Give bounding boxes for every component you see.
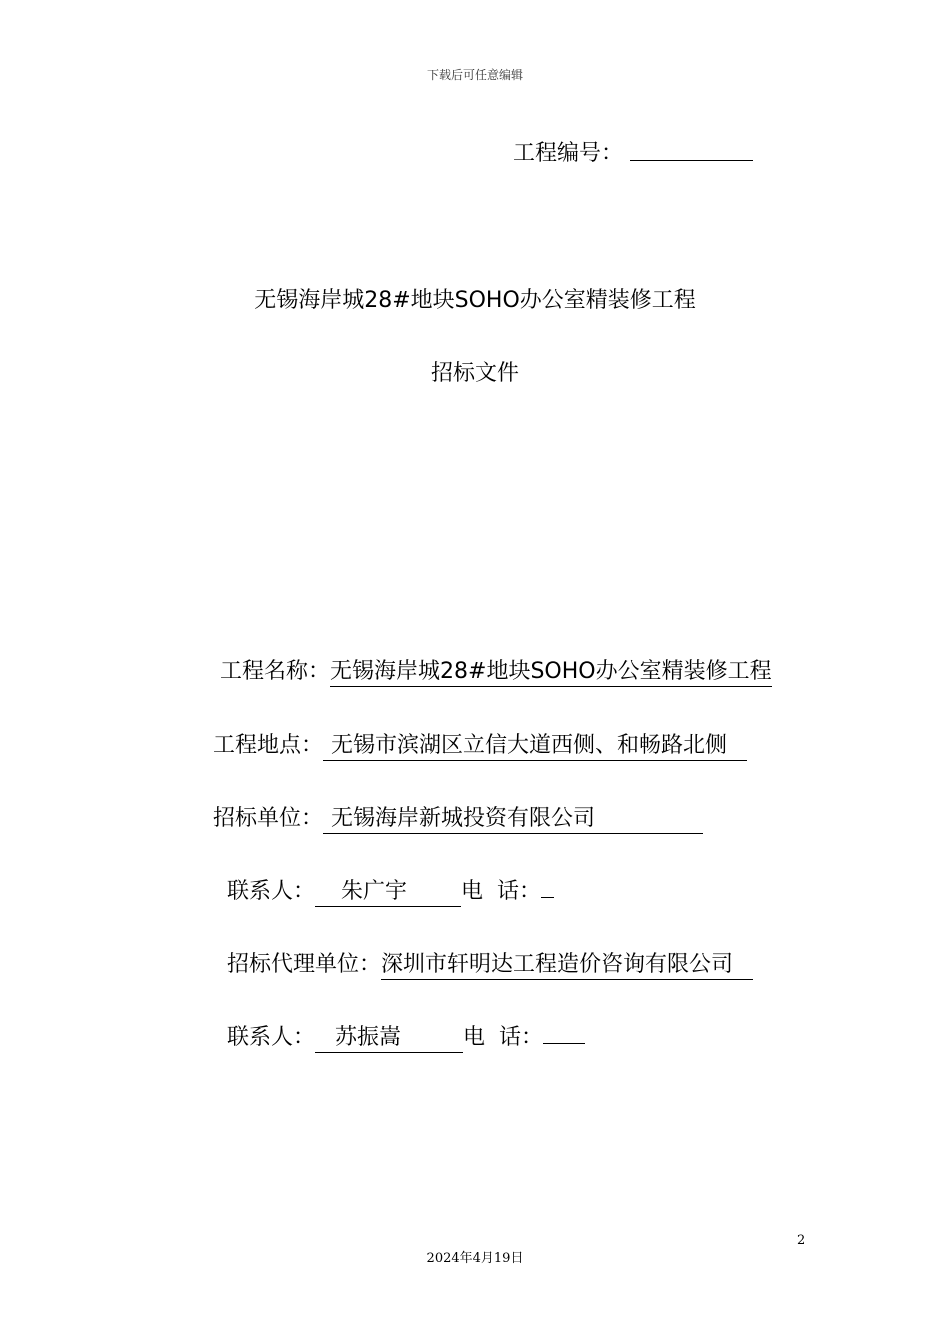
phone2-blank [543, 1021, 585, 1044]
footer-date: 2024年4月19日 [426, 1251, 524, 1266]
document-title: 无锡海岸城28#地块SOHO办公室精装修工程 [254, 288, 696, 313]
project-name-row [220, 654, 772, 687]
contact1-value: 朱广宇 [315, 874, 461, 907]
phone1-blank [541, 875, 554, 898]
contact2-label: 联系人： [227, 1025, 316, 1050]
owner-label: 招标单位： [213, 806, 324, 831]
project-name-value: 无锡海岸城28#地块SOHO办公室精装修工程 [330, 654, 772, 687]
project-name-label: 工程名称： [220, 659, 331, 684]
contact1-label: 联系人： [227, 879, 316, 904]
project-site-value: 无锡市滨湖区立信大道西侧、和畅路北侧 [323, 728, 747, 761]
project-site-label: 工程地点： [213, 733, 324, 758]
phone2-label: 电 话： [463, 1025, 544, 1050]
page-header: 下载后可任意编辑 [426, 68, 523, 82]
contact1-row [227, 874, 554, 907]
agent-label: 招标代理单位： [227, 952, 382, 977]
project-site-row [213, 728, 747, 761]
owner-row [213, 801, 703, 834]
contact2-value: 苏振嵩 [315, 1020, 463, 1053]
page-number: 2 [797, 1233, 806, 1248]
contact2-row [227, 1020, 585, 1053]
project-number-blank [630, 160, 753, 161]
project-number-label: 工程编号： [513, 141, 624, 166]
phone1-label: 电 话： [461, 879, 542, 904]
agent-row [227, 947, 753, 980]
agent-value: 深圳市轩明达工程造价咨询有限公司 [381, 947, 753, 980]
owner-value: 无锡海岸新城投资有限公司 [323, 801, 703, 834]
document-subtitle: 招标文件 [430, 361, 519, 386]
